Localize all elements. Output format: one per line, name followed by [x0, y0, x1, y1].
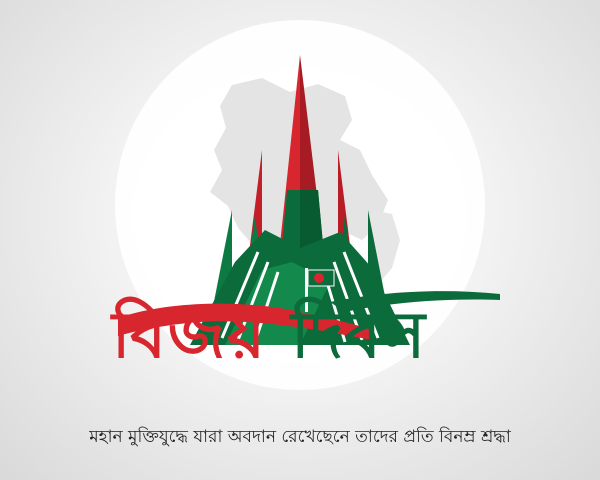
title-bijoy-dibosh	[112, 286, 512, 386]
tagline: মহান মুক্তিযুদ্ধে যারা অবদান রেখেছেনে তাদের প্রতি বিনম্র শ্রদ্ধা	[89, 427, 511, 447]
title-word-bijoy: বিজয়	[112, 299, 267, 373]
title-word-dibosh: দিবস	[291, 299, 428, 373]
flag-disc	[314, 273, 324, 283]
